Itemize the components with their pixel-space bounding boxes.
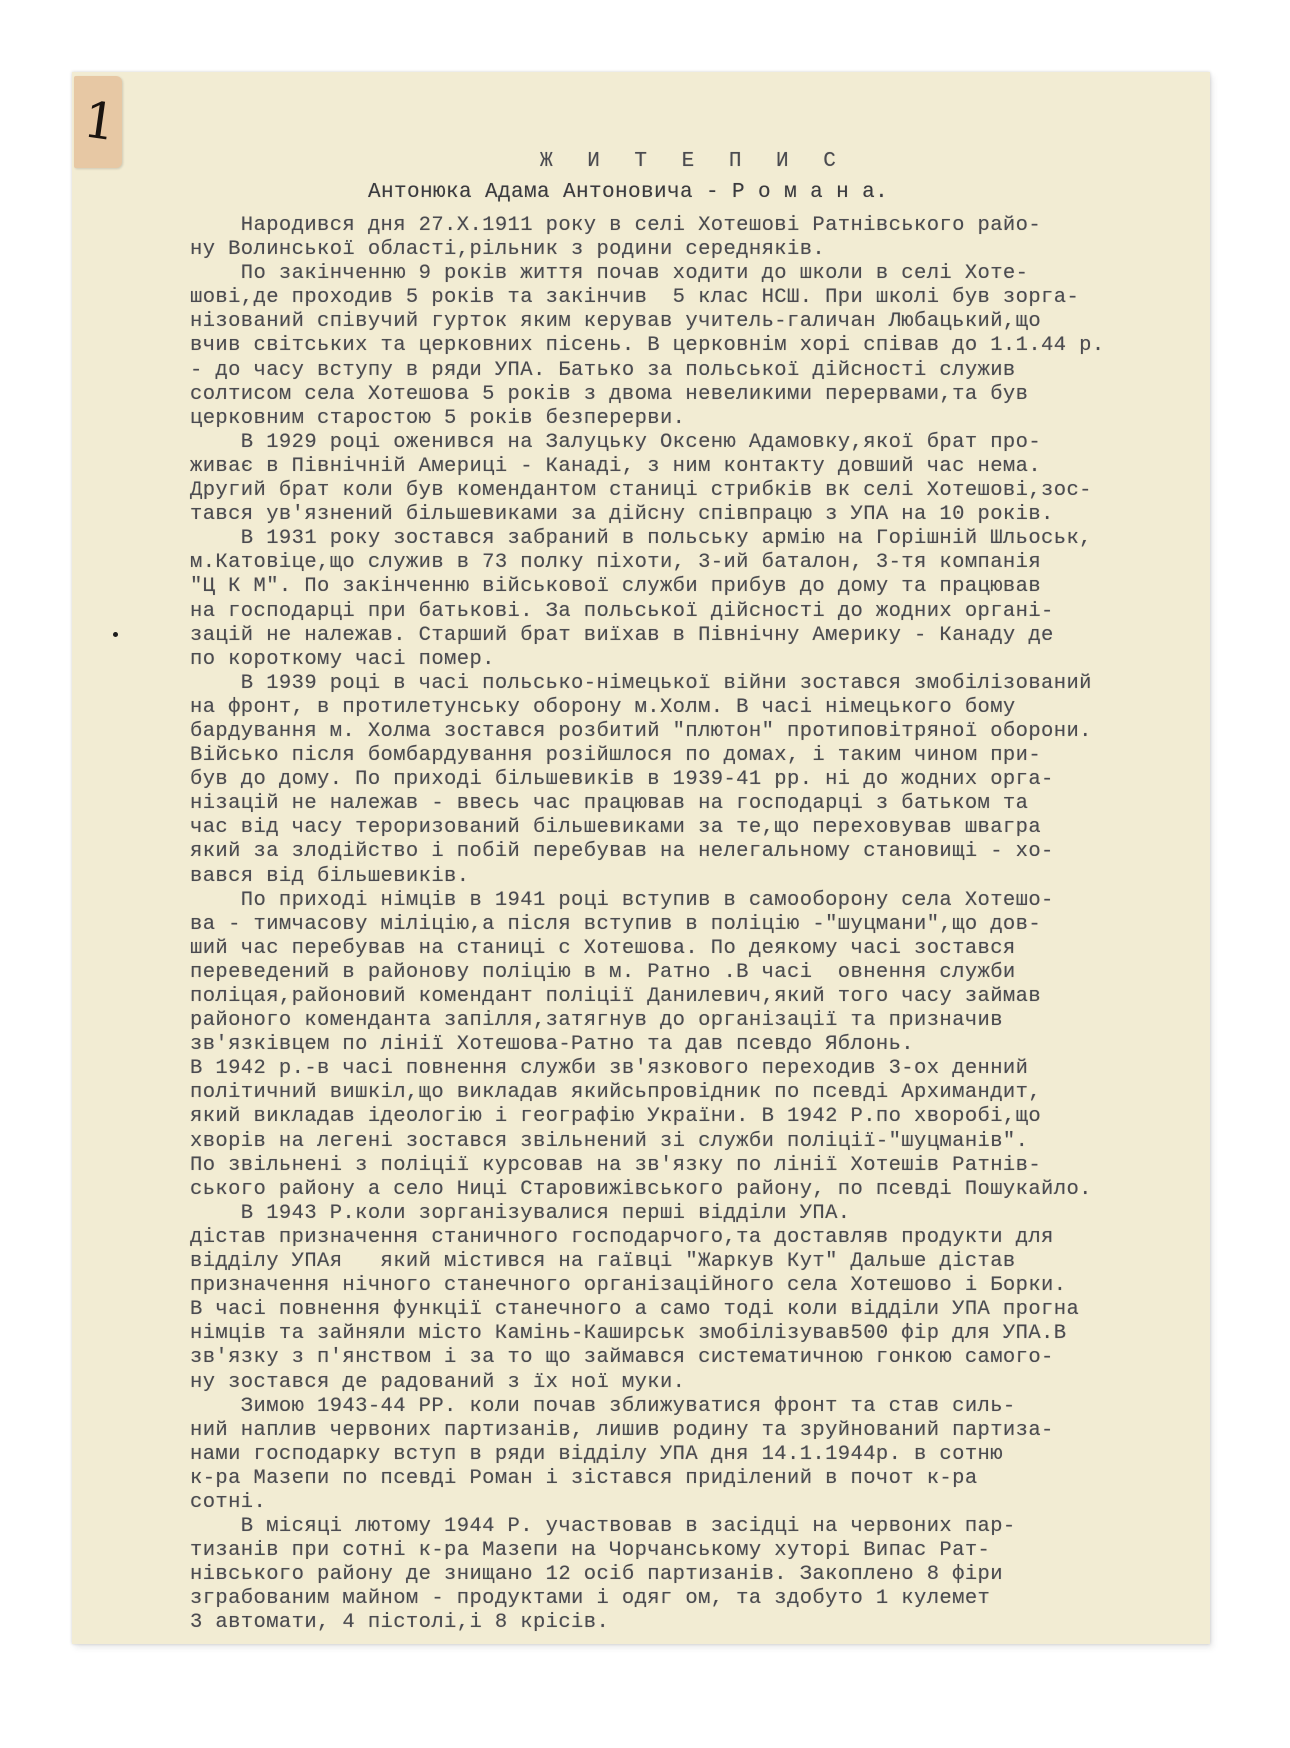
text-line: "Ц К М". По закінченню військової служби прибув до дому та працював — [190, 575, 1042, 599]
text-line: Військо після бомбардування розійшлося по домах, і таким чином при- — [190, 744, 1042, 768]
text-line: Другий брат коли був комендантом станиці стрибків вк селі Хотешові,зос- — [190, 479, 1092, 503]
text-line: - до часу вступу в ряди УПА. Батько за польської дійсності служив — [190, 358, 1016, 382]
text-line: 3 автомати, 4 пістолі,і 8 крісів. — [190, 1611, 610, 1635]
text-line: В місяці лютому 1944 Р. участвовав в засідці на червоних пар- — [190, 1515, 1016, 1539]
text-line: м.Катовіце,що служив в 73 полку піхоти, 3-ий баталон, 3-тя компанія — [190, 551, 1042, 575]
text-line: зацій не належав. Старший брат виїхав в Північну Америку - Канаду де — [190, 623, 1054, 647]
typewritten-text — [190, 148, 1190, 1636]
text-line: відділу УПАя який містився на гаївці "Жаркув Кут" Дальше дістав — [190, 1250, 1016, 1274]
text-line: німців та зайняли місто Камінь-Каширськ змобілізував500 фір для УПА.В — [190, 1322, 1067, 1346]
text-line: церковним старостою 5 років безперерви. — [190, 406, 686, 430]
text-line: зв'язку з п'янством і за то що займався систематичною гонкою самого- — [190, 1346, 1054, 1370]
text-line: який викладав ідеологію і географію України. В 1942 Р.по хворобі,що — [190, 1105, 1042, 1129]
text-line: живає в Північній Америці - Канаді, з ним контакту довший час нема. — [190, 454, 1042, 478]
text-line: на фронт, в протилетунську оборону м.Холм. В часі німецького бому — [190, 695, 1016, 719]
text-line: на господарці при батькові. За польської дійсності до жодних органі- — [190, 599, 1054, 623]
text-line: солтисом села Хотешова 5 років з двома невеликими перервами,та був — [190, 382, 1029, 406]
text-line: поліцая,районовий комендант поліції Данилевич,який того часу займав — [190, 985, 1042, 1008]
text-line: В 1943 Р.коли зорганізувалися перші відділи УПА. — [190, 1201, 851, 1225]
page-number-marker: 1 — [80, 90, 120, 153]
text-line: дістав призначення станичного господарчого,та доставляв продукти для — [190, 1225, 1054, 1249]
text-line: нівського району де знищано 12 осіб партизанів. Закоплено 8 фіри — [190, 1563, 1003, 1587]
text-line: В 1942 р.-в часі повнення служби зв'язкового переходив 3-ох денний — [190, 1057, 1029, 1081]
text-line: районого коменданта запілля,затягнув до організації та призначив — [190, 1009, 1003, 1033]
text-line: зв'язківцем по лінії Хотешова-Ратно та дав псевдо Яблонь. — [190, 1033, 915, 1057]
text-line: По приході німців в 1941 році вступив в самооборону села Хотешо- — [190, 888, 1054, 912]
text-body — [190, 214, 1190, 1636]
text-line: к-ра Мазепи по псевді Роман і зістався приділений в почот к-ра — [190, 1466, 978, 1490]
text-line: ну зостався де радований з їх ної муки. — [190, 1370, 686, 1394]
text-line: По звільнені з поліції курсовав на зв'язку по лінії Хотешів Ратнів- — [190, 1153, 1042, 1177]
text-line: тизанів при сотні к-ра Мазепи на Чорчанському хуторі Випас Рат- — [190, 1539, 991, 1563]
text-line: ший час перебував на станиці с Хотешова. По деякому часі зостався — [190, 936, 1016, 960]
text-line: вчив світських та церковних пісень. В церковнім хорі співав до 1.1.44 р. — [190, 334, 1105, 358]
text-line: час від часу тероризований більшевиками за те,що переховував швагра — [190, 816, 1042, 840]
text-line: ний наплив червоних партизанів, лишив родину та зруйнований партиза- — [190, 1418, 1054, 1442]
text-line: був до дому. По приході більшевиків в 1939-41 рр. ні до жодних орга- — [190, 768, 1054, 792]
text-line: нізацій не належав - ввесь час працював на господарці з батьком та — [190, 792, 1029, 816]
text-line: по короткому часі помер. — [190, 647, 495, 671]
document-subtitle: Антонюка Адама Антоновича - Р о м а н а. — [368, 181, 889, 204]
text-line: В 1929 році оженився на Залуцьку Оксеню Адамовку,якої брат про- — [190, 430, 1042, 454]
text-line: бардування м. Холма зостався розбитий "плютон" протиповітряної оборони. — [190, 719, 1092, 743]
text-line: який за злодійство і побій перебував на нелегальному становищі - хо- — [190, 840, 1054, 864]
text-line: сотні. — [190, 1490, 267, 1514]
text-line: нізований співучий гурток яким керував учитель-галичан Любацький,що — [190, 310, 1042, 334]
text-line: хворів на легені зостався звільнений зі служби поліції-"шуцманів". — [190, 1129, 1029, 1153]
text-line: Зимою 1943-44 РР. коли почав зближуватися фронт та став силь- — [190, 1394, 1016, 1418]
text-line: В 1939 році в часі польсько-німецької війни зостався змобілізований — [190, 671, 1092, 695]
text-line: зграбованим майном - продуктами і одяг ом, та здобуто 1 кулемет — [190, 1587, 991, 1611]
text-line: переведений в районову поліцію в м. Ратно .В часі овнення служби — [190, 960, 1016, 984]
text-line: В часі повнення функції станечного а само тоді коли відділи УПА прогна — [190, 1298, 1080, 1322]
text-line: нами господарку вступ в ряди відділу УПА дня 14.1.1944р. в сотню — [190, 1442, 1003, 1466]
text-line: В 1931 року зостався забраний в польську армію на Горішній Шльоськ, — [190, 527, 1092, 551]
text-line: ну Волинської області,рільник з родини середняків. — [190, 238, 826, 262]
text-line: політичний вишкіл,що викладав якийсьпровідник по псевді Архимандит, — [190, 1081, 1042, 1105]
text-line: ського району а село Ниці Старовижівського району, по псевді Пошукайло. — [190, 1177, 1092, 1201]
text-line: шові,де проходив 5 років та закінчив 5 клас НСШ. При школі був зорга- — [190, 286, 1080, 310]
text-line: Народився дня 27.Х.1911 року в селі Хотешові Ратнівського райо- — [190, 214, 1042, 237]
text-line: тався ув'язнений більшевиками за дійсну співпрацю з УПА на 10 років. — [190, 503, 1054, 527]
document-title: Ж И Т Е П И С — [540, 150, 847, 173]
text-line: вався від більшевиків. — [190, 864, 470, 888]
text-line: призначення нічного станечного організаційного села Хотешово і Борки. — [190, 1274, 1067, 1298]
text-line: ва - тимчасову міліцію,а після вступив в поліцію -"шуцмани",що дов- — [190, 912, 1042, 936]
ink-spot — [113, 632, 118, 637]
text-line: По закінченню 9 років життя почав ходити до школи в селі Хоте- — [190, 262, 1029, 286]
